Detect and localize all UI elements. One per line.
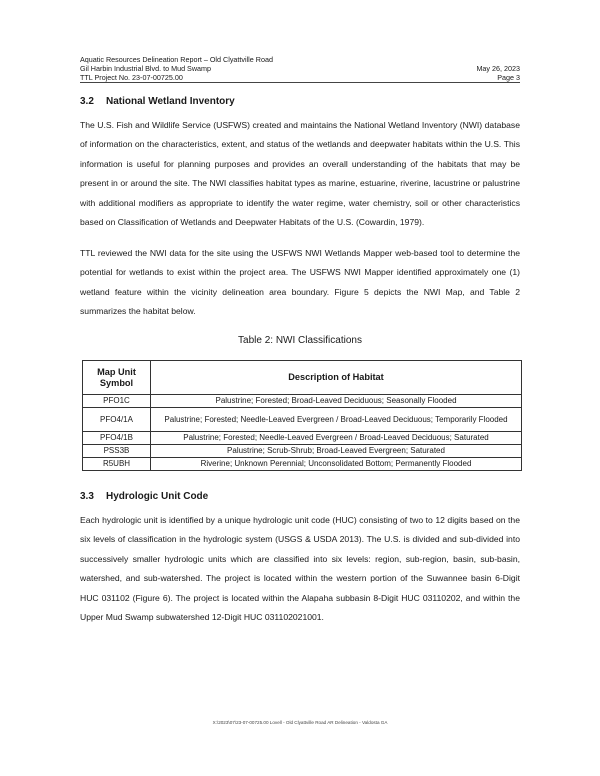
nwi-paragraph-2: TTL reviewed the NWI data for the site using the USFWS NWI Wetlands Mapper web-based tool to determine the potential for wetlands to exist within the project area. The USFWS NWI Mapper identified approximately one (1) wetland feature within the vicinity delineation area boundary. Figure 5 depicts the NWI Map, and Table 2 summarizes the habitat below. — [80, 248, 520, 317]
table-caption: Table 2: NWI Classifications — [238, 335, 362, 346]
section-title: National Wetland Inventory — [106, 96, 235, 107]
huc-paragraph-1: Each hydrologic unit is identified by a unique hydrologic unit code (HUC) consisting of two to 12 digits based on the six levels of classification in the hydrologic system (USGS & USDA 2013). The U.S. is divided and sub-divided into successively smaller hydrologic units which are classified into six levels: region, sub-region, basin, sub-basin, watershed, and sub-watershed. The project is located within the western portion of the Suwannee basin 6-Digit HUC 031102 (Figure 6). The project is located within the Alapaha subbasin 8-Digit HUC 03110202, and within the Upper Mud Swamp subwatershed 12-Digit HUC 031102021001. — [80, 515, 520, 623]
page-number: Page 3 — [497, 73, 520, 82]
page-header — [80, 55, 520, 82]
nwi-classification-table — [82, 360, 522, 471]
header-divider — [80, 82, 520, 83]
section-number: 3.3 — [80, 491, 94, 502]
column-header-description: Description of Habitat — [151, 361, 522, 395]
column-header-symbol: Map Unit Symbol — [83, 361, 151, 395]
map-unit-symbol: PFO4/1B — [83, 432, 151, 445]
table-row — [83, 408, 522, 432]
table-row — [83, 445, 522, 458]
file-path-footer: X:\2023\07\23-07-00725.00 Lovell - Old Clyattville Road AR Delineation - Valdosta GA — [212, 720, 388, 725]
section-heading-huc — [80, 491, 208, 502]
table-row — [83, 458, 522, 471]
habitat-description: Palustrine; Forested; Needle-Leaved Evergreen / Broad-Leaved Deciduous; Temporarily Flooded — [151, 408, 522, 432]
report-title: Aquatic Resources Delineation Report – Old Clyattville Road — [80, 55, 273, 64]
map-unit-symbol: PFO4/1A — [83, 408, 151, 432]
table-header-row — [83, 361, 522, 395]
project-number: TTL Project No. 23-07-00725.00 — [80, 73, 183, 82]
nwi-paragraph-1: The U.S. Fish and Wildlife Service (USFWS) created and maintains the National Wetland Inventory (NWI) database of information on the characteristics, extent, and status of the wetlands and deepwater habitats within the U.S. This information is useful for planning purposes and provides an overall understanding of the habitats that may be present in or around the site. The NWI classifies habitat types as marine, estuarine, riverine, lacustrine or palustrine with additional modifiers as appropriate to identify the water regime, water chemistry, soil or other characteristics based on Classification of Wetlands and Deepwater Habitats of the U.S. (Cowardin, 1979). — [80, 120, 520, 228]
table-row — [83, 432, 522, 445]
habitat-description: Palustrine; Scrub-Shrub; Broad-Leaved Evergreen; Saturated — [151, 445, 522, 458]
habitat-description: Palustrine; Forested; Broad-Leaved Deciduous; Seasonally Flooded — [151, 395, 522, 408]
map-unit-symbol: PFO1C — [83, 395, 151, 408]
report-subtitle: Gil Harbin Industrial Blvd. to Mud Swamp — [80, 64, 212, 73]
section-heading-nwi — [80, 96, 235, 107]
table-row — [83, 395, 522, 408]
report-date: May 26, 2023 — [476, 64, 520, 73]
habitat-description: Palustrine; Forested; Needle-Leaved Evergreen / Broad-Leaved Deciduous; Saturated — [151, 432, 522, 445]
header-right — [476, 55, 520, 82]
map-unit-symbol: R5UBH — [83, 458, 151, 471]
section-title: Hydrologic Unit Code — [106, 491, 209, 502]
map-unit-symbol: PSS3B — [83, 445, 151, 458]
section-number: 3.2 — [80, 96, 94, 107]
habitat-description: Riverine; Unknown Perennial; Unconsolidated Bottom; Permanently Flooded — [151, 458, 522, 471]
header-left — [80, 55, 273, 82]
